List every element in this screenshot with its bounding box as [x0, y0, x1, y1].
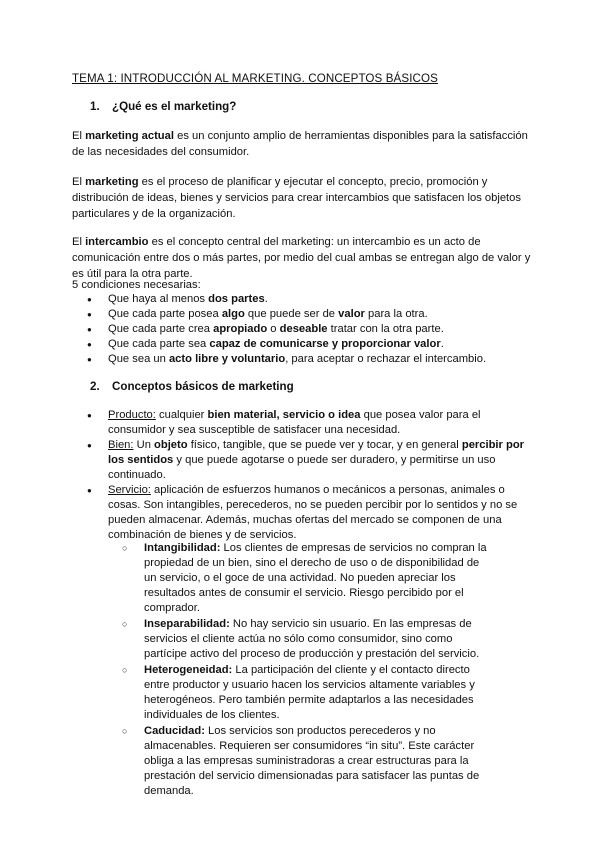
document-title: TEMA 1: INTRODUCCIÓN AL MARKETING. CONCEPTOS BÁSICOS	[72, 72, 438, 85]
list-item: ● Que cada parte sea capaz de comunicarse y proporcionar valor.	[80, 337, 550, 352]
list-item: ● Que cada parte posea algo que puede ser de valor para la otra.	[80, 307, 550, 322]
list-item-heterogeneidad: ○ Heterogeneidad: La participación del cliente y el contacto directo entre productor y usuario hacen los servicios altamente variables y heterogéneos. Pero también permite adaptarlos a las necesidades individuales de los clientes.	[108, 663, 494, 723]
list-item-caducidad: ○ Caducidad: Los servicios son productos perecederos y no almacenables. Requieren ser consumidores “in situ”. Este carácter obliga a las empresas suministradoras a crear estructuras para la prestación del servicio dimensionadas para satisfacer las puntas de demanda.	[108, 724, 494, 799]
list-item: ● Que sea un acto libre y voluntario, para aceptar o rechazar el intercambio.	[80, 352, 550, 367]
term-label: Producto:	[108, 409, 156, 421]
section-title: Conceptos básicos de marketing	[112, 380, 294, 393]
bold-term: marketing	[85, 176, 139, 188]
service-traits-list	[108, 541, 494, 800]
list-item-servicio: ● Servicio: aplicación de esfuerzos humanos o mecánicos a personas, animales o cosas. Son intangibles, perecederos, no se pueden percibir por lo sentidos y no se pueden almacenar. Además, muchas ofertas del mercado se componen de una combinación de bienes y de servicios.	[80, 483, 528, 543]
text: El	[72, 176, 86, 188]
bold-term: marketing actual	[85, 130, 174, 142]
term-label: Bien:	[108, 439, 134, 451]
paragraph-intercambio	[72, 234, 532, 282]
section-2-heading	[90, 380, 294, 393]
section-1-heading	[90, 100, 236, 113]
conditions-list	[80, 292, 550, 367]
text: El	[72, 130, 86, 142]
concepts-list	[80, 408, 528, 543]
term-label: Servicio:	[108, 484, 151, 496]
list-item-bien: ● Bien: Un objeto físico, tangible, que se puede ver y tocar, y en general percibir por los sentidos y que puede agotarse o puede ser duradero, y permitirse un uso continuado.	[80, 438, 528, 483]
section-title: ¿Qué es el marketing?	[112, 100, 237, 113]
section-number: 2.	[90, 380, 100, 393]
text: El	[72, 236, 86, 248]
paragraph-marketing-actual	[72, 128, 532, 160]
text: es el proceso de planificar y ejecutar el concepto, precio, promoción y distribución de ideas, bienes y servicios para crear intercambios que satisfacen los objetos particulares y de la organización.	[72, 176, 521, 220]
list-item: ● Que haya al menos dos partes.	[80, 292, 550, 307]
text: es el concepto central del marketing: un intercambio es un acto de comunicación entre dos o más partes, por medio del cual ambas se entregan algo de valor y es útil para la otra parte.	[72, 236, 531, 280]
list-item-producto: ● Producto: cualquier bien material, servicio o idea que posea valor para el consumidor y sea susceptible de satisfacer una necesidad.	[80, 408, 528, 438]
paragraph-marketing-definition	[72, 174, 532, 222]
section-number: 1.	[90, 100, 100, 113]
list-item-intangibilidad: ○ Intangibilidad: Los clientes de empresas de servicios no compran la propiedad de un bien, sino el derecho de uso o de disponibilidad de un servicio, o el goce de una actividad. No pueden apreciar los resultados antes de consumir el servicio. Riesgo percibido por el comprador.	[108, 541, 494, 616]
bold-term: intercambio	[85, 236, 149, 248]
conditions-intro: 5 condiciones necesarias:	[72, 279, 201, 291]
list-item-inseparabilidad: ○ Inseparabilidad: No hay servicio sin usuario. En las empresas de servicios el cliente actúa no sólo como consumidor, sino como partícipe activo del proceso de producción y prestación del servicio.	[108, 617, 494, 662]
list-item: ● Que cada parte crea apropiado o deseable tratar con la otra parte.	[80, 322, 550, 337]
text: es un conjunto amplio de herramientas disponibles para la satisfacción de las necesidades del consumidor.	[72, 130, 528, 158]
